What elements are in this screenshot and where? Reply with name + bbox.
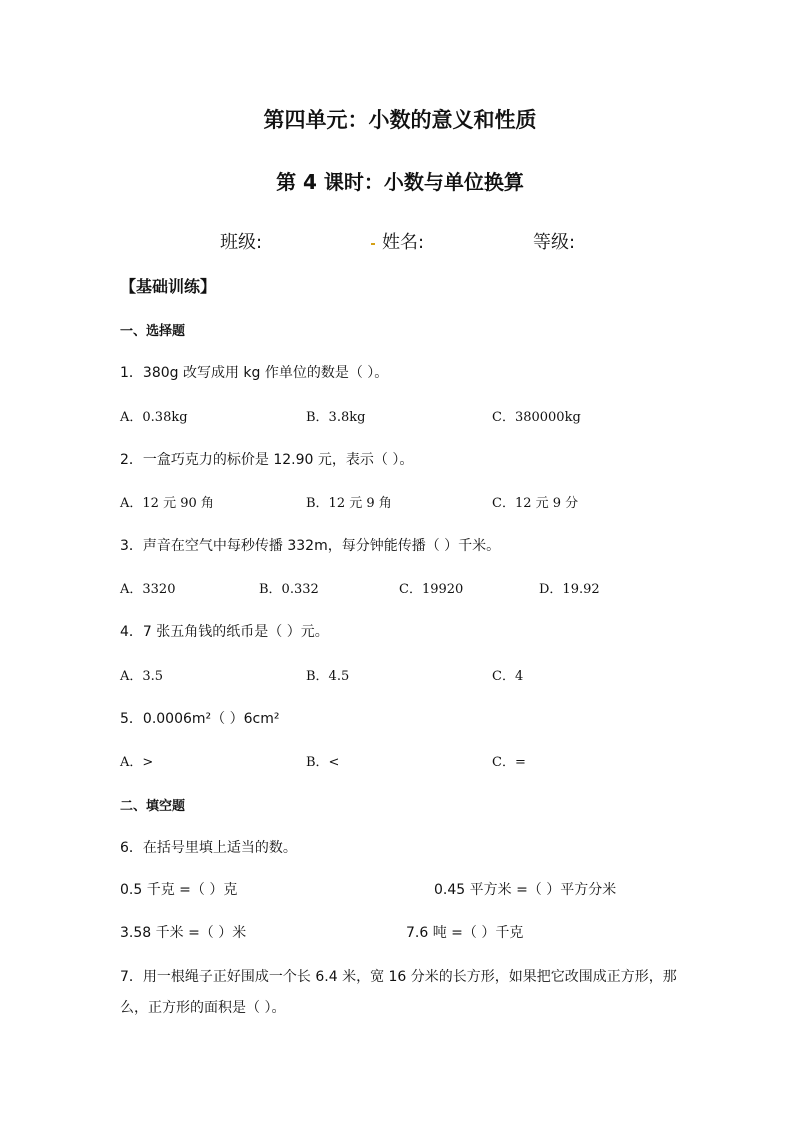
q3-option-a: A．3320 — [120, 582, 176, 597]
q5-option-b: B．< — [306, 755, 340, 770]
lesson-subtitle: 第 4 课时：小数与单位换算 — [276, 170, 524, 194]
part-heading-choice: 一、选择题 — [120, 324, 186, 339]
q2-option-c: C．12 元 9 分 — [492, 496, 579, 511]
q6-blank-1: 0.5 千克 =（ ）克 — [120, 882, 238, 898]
question-6: 6．在括号里填上适当的数。 — [120, 840, 297, 856]
part-heading-fill: 二、填空题 — [120, 799, 186, 814]
section-heading: 【基础训练】 — [120, 277, 217, 296]
question-7-line-2: 么，正方形的面积是（ ）。 — [120, 1000, 286, 1016]
q6-blank-2: 0.45 平方米 =（ ）平方分米 — [434, 882, 617, 898]
page-title: 第四单元：小数的意义和性质 — [263, 108, 537, 132]
q4-option-c: C．4 — [492, 669, 524, 684]
q3-option-b: B．0.332 — [259, 582, 319, 597]
q5-option-a: A．> — [120, 755, 154, 770]
grade-label: 等级: — [533, 232, 576, 253]
q1-option-b: B．3.8kg — [306, 410, 366, 425]
q4-option-a: A．3.5 — [120, 669, 164, 684]
q2-option-a: A．12 元 90 角 — [120, 496, 214, 511]
q2-option-b: B．12 元 9 角 — [306, 496, 392, 511]
q4-option-b: B．4.5 — [306, 669, 350, 684]
name-label: 姓名: — [382, 232, 425, 253]
q1-option-c: C．380000kg — [492, 410, 581, 425]
q6-blank-4: 7.6 吨 =（ ）千克 — [406, 925, 524, 941]
class-label: 班级: — [220, 232, 263, 253]
q3-option-c: C．19920 — [399, 582, 464, 597]
q3-option-d: D．19.92 — [539, 582, 600, 597]
question-4: 4．7 张五角钱的纸币是（ ）元。 — [120, 624, 329, 640]
decorative-dot — [371, 243, 375, 245]
q6-blank-3: 3.58 千米 =（ ）米 — [120, 925, 247, 941]
question-2: 2．一盒巧克力的标价是 12.90 元，表示（ ）。 — [120, 452, 414, 468]
q5-option-c: C．= — [492, 755, 526, 770]
question-7-line-1: 7．用一根绳子正好围成一个长 6.4 米，宽 16 分米的长方形，如果把它改围成正方形，那 — [120, 969, 677, 985]
question-1: 1．380g 改写成用 kg 作单位的数是（ ）。 — [120, 365, 389, 381]
question-3: 3．声音在空气中每秒传播 332m，每分钟能传播（ ）千米。 — [120, 538, 501, 554]
q1-option-a: A．0.38kg — [120, 410, 188, 425]
question-5: 5．0.0006m²（ ）6cm² — [120, 711, 280, 727]
